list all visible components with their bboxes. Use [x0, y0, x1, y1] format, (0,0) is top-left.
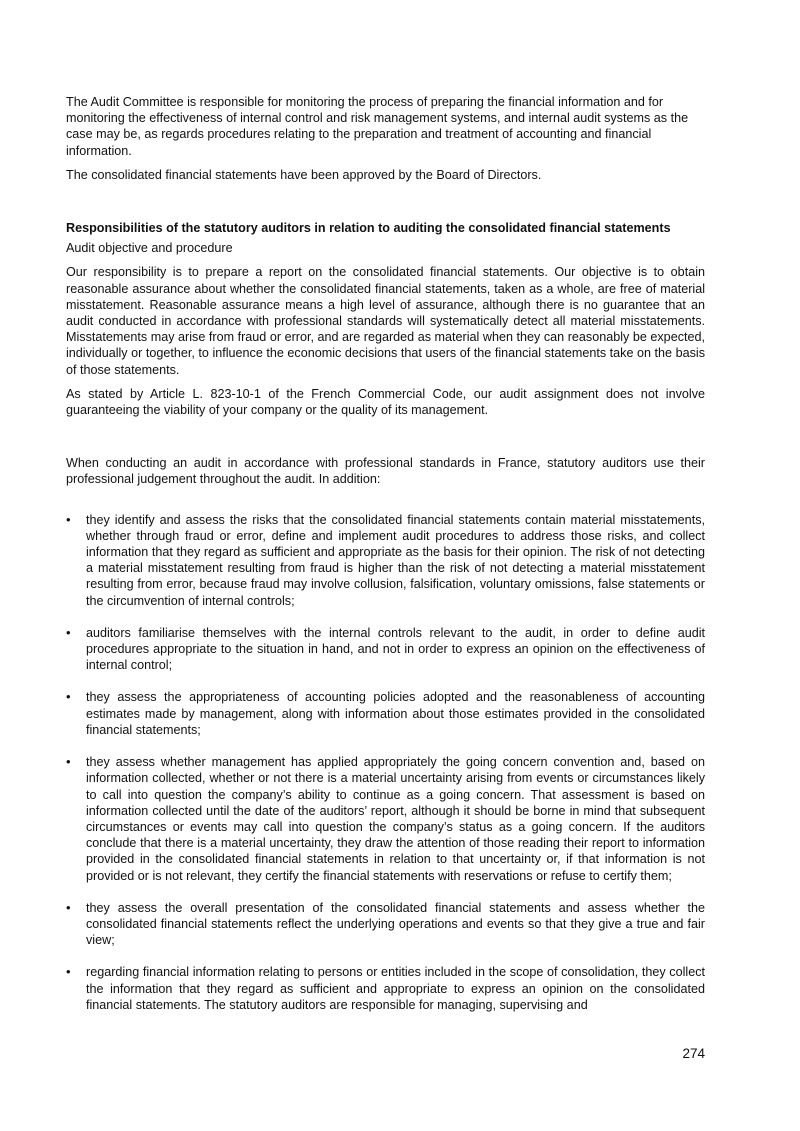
audit-procedures-list	[66, 512, 705, 1013]
bullet-icon: •	[66, 754, 71, 770]
intro-paragraph-2: The consolidated financial statements have been approved by the Board of Directors.	[66, 167, 542, 182]
list-item	[66, 900, 705, 949]
list-item-text: regarding financial information relating to persons or entities included in the scope of consolidation, they collect the information that they regard as sufficient and appropriate to express an opinion on the consolidated financial statements. The statutory auditors are responsible for managing, supervising and	[86, 965, 705, 1012]
section-paragraph-2: As stated by Article L. 823-10-1 of the French Commercial Code, our audit assignment does not involve guaranteeing the viability of your company or the quality of its management.	[66, 386, 705, 418]
bullet-icon: •	[66, 964, 71, 980]
page-number: 274	[682, 1046, 705, 1061]
bullet-icon: •	[66, 689, 71, 705]
document-page	[66, 94, 705, 1013]
intro-paragraph-1: The Audit Committee is responsible for monitoring the process of preparing the financial information and for monitoring the effectiveness of internal control and risk management systems, and internal audit systems as the case may be, as regards procedures relating to the preparation and treatment of accounting and financial information.	[66, 95, 689, 158]
list-item	[66, 689, 705, 738]
list-item	[66, 512, 705, 609]
list-item	[66, 625, 705, 674]
list-item-text: auditors familiarise themselves with the internal controls relevant to the audit, in order to define audit procedures appropriate to the situation in hand, and not in order to express an opinion on the effectiveness of internal control;	[86, 625, 705, 673]
section-subheading: Audit objective and procedure	[66, 241, 233, 256]
section-paragraph-1: Our responsibility is to prepare a report on the consolidated financial statements. Our objective is to obtain reasonable assurance about whether the consolidated financial statements, taken as a whole, are free of material misstatement. Reasonable assurance means a high level of assurance, although there is no guarantee that an audit conducted in accordance with professional standards will systematically detect all material misstatements. Misstatements may arise from fraud or error, and are regarded as material when they can reasonably be expected, individually or together, to influence the economic decisions that users of the financial statements take on the basis of those statements.	[66, 265, 705, 377]
list-item-text: they assess whether management has applied appropriately the going concern convention and, based on information collected, whether or not there is a material uncertainty arising from events or circumstances likely to call into question the company’s ability to continue as a going concern. That assessment is based on information collected until the date of the auditors’ report, although it should be borne in mind that subsequent circumstances or events may call into question the company’s status as a going concern. If the auditors conclude that there is a material uncertainty, they draw the attention of those reading their report to information provided in the consolidated financial statements in relation to that uncertainty or, if that information is not provided or is not relevant, they certify the financial statements with reservations or refuse to certify them;	[86, 755, 705, 883]
list-item-text: they assess the appropriateness of accounting policies adopted and the reasonableness of accounting estimates made by management, along with information about those estimates provided in the consolidated financial statements;	[86, 690, 705, 737]
list-item	[66, 754, 705, 884]
list-item-text: they identify and assess the risks that the consolidated financial statements contain material misstatements, whether through fraud or error, define and implement audit procedures to address those risks, and collect information that they regard as sufficient and appropriate as the basis for their opinion. The risk of not detecting a material misstatement resulting from fraud is higher than the risk of not detecting a material misstatement resulting from error, because fraud may involve collusion, falsification, voluntary omissions, false statements or the circumvention of internal controls;	[86, 512, 705, 608]
bullet-icon: •	[66, 624, 71, 640]
list-item-text: they assess the overall presentation of the consolidated financial statements and assess whether the consolidated financial statements reflect the underlying operations and events so that they give a true and fair view;	[86, 900, 705, 948]
bullet-icon: •	[66, 899, 71, 915]
bullet-icon: •	[66, 511, 71, 527]
section-paragraph-3: When conducting an audit in accordance with professional standards in France, statutory auditors use their professional judgement throughout the audit. In addition:	[66, 456, 705, 487]
list-item	[66, 964, 705, 1013]
section-heading: Responsibilities of the statutory auditors in relation to auditing the consolidated financial statements	[66, 221, 671, 236]
